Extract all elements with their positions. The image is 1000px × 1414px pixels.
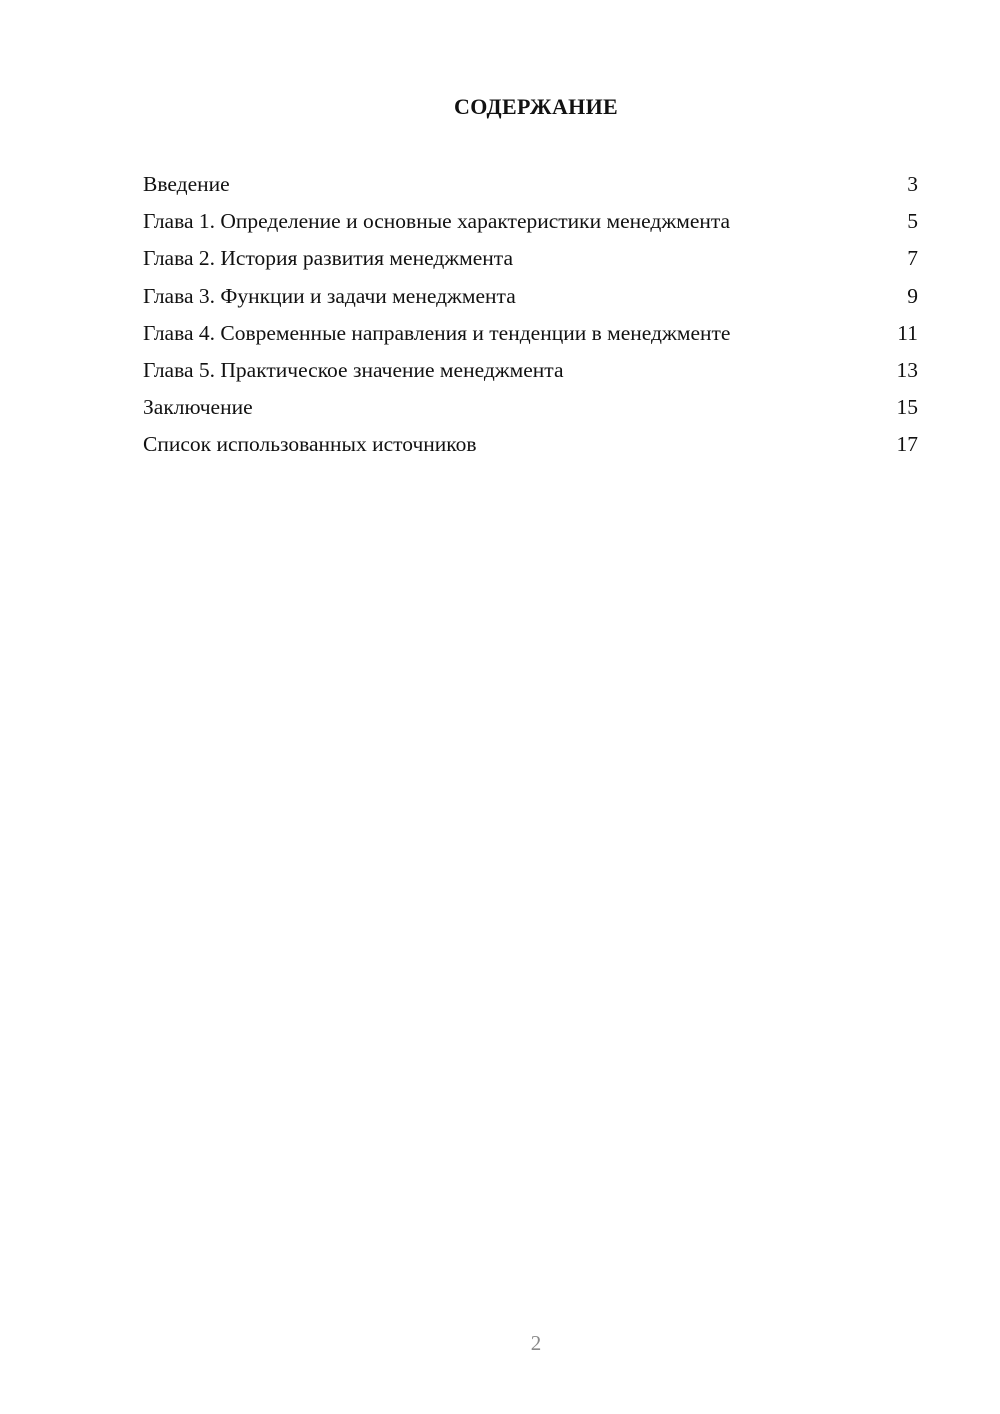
toc-entry-label: Список использованных источников xyxy=(143,432,477,457)
toc-entry-chapter-5 xyxy=(143,352,918,389)
toc-entry-conclusion xyxy=(143,389,918,426)
toc-entry-page: 7 xyxy=(907,246,918,271)
toc-entry-page: 17 xyxy=(896,432,918,457)
toc-entry-chapter-3 xyxy=(143,278,918,315)
toc-entry-page: 5 xyxy=(907,209,918,234)
toc-entry-chapter-1 xyxy=(143,203,918,240)
toc-entry-label: Глава 1. Определение и основные характеристики менеджмента xyxy=(143,209,731,234)
toc-entry-chapter-2 xyxy=(143,240,918,277)
toc-entry-references xyxy=(143,426,918,463)
toc-entry-page: 11 xyxy=(897,320,918,345)
toc-entry-page: 13 xyxy=(896,357,918,382)
toc-entry-label: Заключение xyxy=(143,395,253,420)
toc-entry-label: Глава 2. История развития менеджмента xyxy=(143,246,513,271)
page-number: 2 xyxy=(530,1331,542,1355)
toc-entry-page: 3 xyxy=(907,172,918,196)
toc-entry-introduction xyxy=(143,166,918,203)
toc-entry-chapter-4 xyxy=(143,315,918,352)
toc-entry-page: 9 xyxy=(907,283,918,308)
page-title: СОДЕРЖАНИЕ xyxy=(454,94,618,119)
toc-entry-label: Глава 5. Практическое значение менеджмента xyxy=(143,357,564,382)
toc-entry-label: Глава 4. Современные направления и тенденции в менеджменте xyxy=(143,320,731,345)
toc-entry-label: Глава 3. Функции и задачи менеджмента xyxy=(143,283,516,308)
toc-entry-page: 15 xyxy=(896,395,918,420)
toc-entry-label: Введение xyxy=(143,172,230,196)
table-of-contents xyxy=(143,166,918,464)
